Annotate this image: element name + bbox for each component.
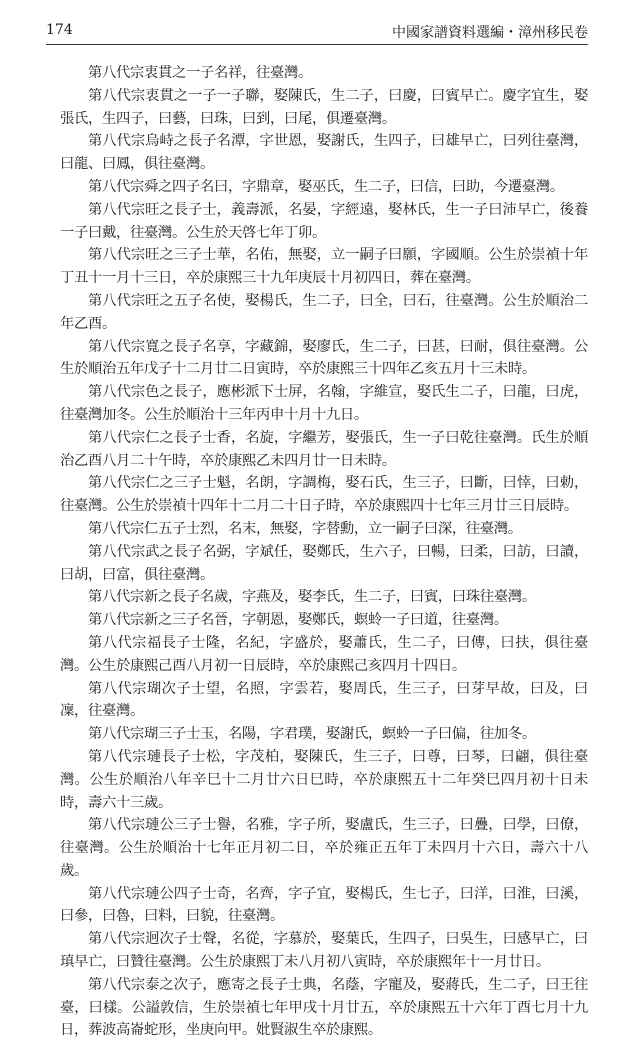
paragraph: 第八代宗璉公三子士譽，名雅，字子所，娶盧氏，生三子，曰疊，曰學，曰僚，往臺灣。公生於順治十七年正月初二日，卒於雍正五年丁未四月十六日，壽六十八歲。 [60, 817, 588, 879]
paragraph: 第八代宗迥次子士聲，名從，字慕於，娶葉氏，生四子，曰吳生，曰感早亡，曰瑱早亡，曰贊往臺灣。公生於康熙丁未八月初八寅時，卒於康熙年十一月廿日。 [60, 931, 588, 971]
paragraph: 第八代宗璉長子士松，字茂柏，娶陳氏，生三子，曰尊，曰琴，曰翩，俱往臺灣。公生於順治八年辛巳十二月廿六日巳時，卒於康熙五十二年癸巳四月初十日未時，壽六十三歲。 [60, 748, 588, 811]
paragraph: 第八代宗衷貫之一子一子聯，娶陳氏，生二子，曰慶，曰賓早亡。慶字宜生，娶張氏，生四子，曰藝，曰珠，曰到，曰尾，俱遷臺灣。 [60, 87, 588, 127]
paragraph: 第八代宗瑚三子士玉，名陽，字君璞，娶謝氏，螟蛉一子曰偏，往加冬。 [88, 726, 536, 743]
paragraph: 第八代宗寬之長子名享，字藏錦，娶廖氏，生二子，曰甚，曰耐，俱往臺灣。公生於順治五年戊子十二月廿二日寅時，卒於康熙三十四年乙亥五月十三未時。 [60, 338, 588, 378]
paragraph: 第八代宗旺之五子名使，娶楊氏，生二子，曰全，曰石，往臺灣。公生於順治二年乙酉。 [60, 292, 588, 332]
document-body [60, 62, 588, 1042]
paragraph: 第八代宗舜之四子名曰，字鼎章，娶巫氏，生二子，曰信，曰助，今遷臺灣。 [88, 178, 564, 195]
paragraph: 第八代宗新之長子名歲，字燕及，娶李氏，生二子，曰賓，曰珠往臺灣。 [88, 589, 536, 606]
paragraph: 第八代宗旺之長子士，義壽派，名晏，字經遠，娶林氏，生一子曰沛早亡，後養一子曰戴，往臺灣。公生於天啓七年丁卯。 [60, 201, 588, 241]
page-number: 174 [46, 22, 73, 38]
paragraph: 第八代宗仁之長子士香，名旋，字繼芳，娶張氏，生一子曰乾往臺灣。氏生於順治乙酉八月二十午時，卒於康熙乙未四月廿一日未時。 [60, 429, 588, 469]
paragraph: 第八代宗衷貫之一子名祥，往臺灣。 [88, 65, 312, 81]
paragraph: 第八代宗旺之三子士華，名佑，無娶，立一嗣子曰願，字國順。公生於崇禎十年丁丑十一月十三日，卒於康熙三十九年庚辰十月初四日，葬在臺灣。 [60, 247, 588, 287]
paragraph: 第八代宗福長子士隆，名紀，字盛於，娶蕭氏，生二子，曰傳，曰扶，俱往臺灣。公生於康熙己酉八月初一日辰時，卒於康熙己亥四月十四日。 [60, 634, 588, 674]
paragraph: 第八代宗烏峙之長子名潭，字世恩，娶謝氏，生四子，曰雄早亡，曰列往臺灣，曰龍、曰鳳，俱往臺灣。 [60, 133, 588, 173]
paragraph: 第八代宗璉公四子士奇，名齊，字子宜，娶楊氏，生七子，曰洋，曰淮，曰溪，曰參，曰魯，曰料，曰貌，往臺灣。 [60, 885, 588, 925]
page-header [46, 20, 588, 45]
paragraph: 第八代宗色之長子，應彬派下士屏，名翰，字維宣，娶氏生二子，曰龍，曰虎，往臺灣加冬。公生於順治十三年丙申十月十九日。 [60, 384, 588, 423]
paragraph: 第八代宗仁之三子士魁，名朗，字調梅，娶石氏，生三子，曰斷，曰悻，曰勅，往臺灣。公生於崇禎十四年十二月二十日子時，卒於康熙四十七年三月廿三日辰時。 [60, 475, 588, 515]
paragraph: 第八代宗新之三子名晉，字朝恩，娶鄭氏，螟蛉一子曰道，往臺灣。 [88, 612, 508, 629]
running-head: 中國家譜資料選編・漳州移民卷 [392, 25, 588, 41]
paragraph: 第八代宗瑚次子士望，名照，字雲若，娶周氏，生三子，曰芽早故，曰及，曰凜，往臺灣。 [60, 680, 588, 720]
paragraph: 第八代宗泰之次子，應寄之長子士典，名蔭，字寵及，娶蔣氏，生二子，曰王往臺，曰樣。公謚敦信，生於崇禎七年甲戌十月廿五，卒於康熙五十六年丁酉七月十九日，葬波高崙蛇形，坐庚向甲。妣賢淑生卒於康熙。 [60, 976, 588, 1039]
paragraph: 第八代宗仁五子士烈，名末，無娶，字替勳，立一嗣子曰深，往臺灣。 [88, 520, 522, 537]
paragraph: 第八代宗武之長子名弼，字斌任，娶鄭氏，生六子，曰暢，曰柔，曰訪，曰讀，曰胡，曰富，俱往臺灣。 [60, 543, 588, 583]
